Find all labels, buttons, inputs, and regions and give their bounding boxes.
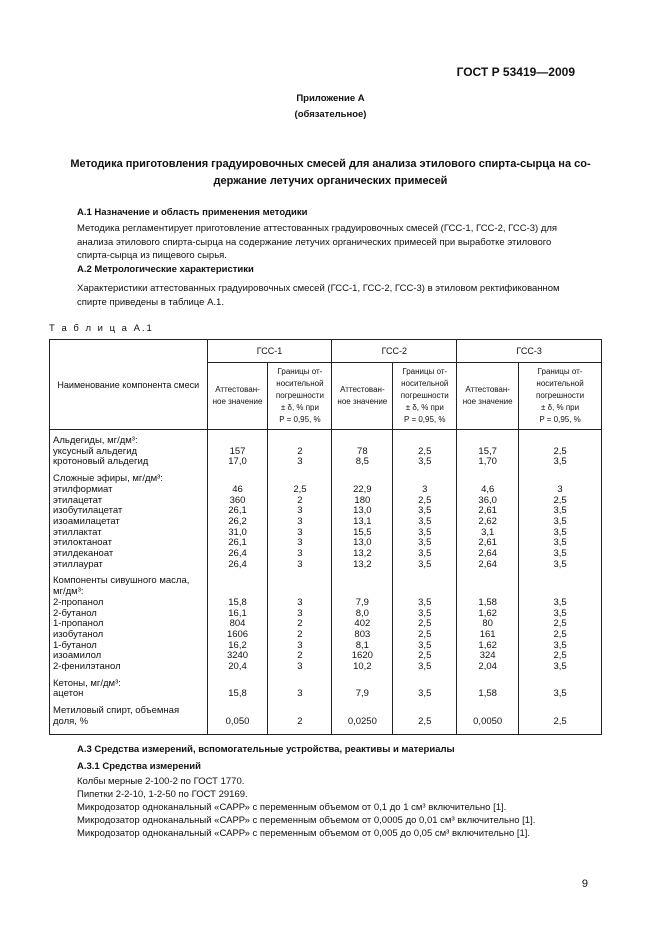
table-row xyxy=(50,609,602,620)
appendix-subtitle: (обязательное) xyxy=(294,109,367,120)
value-cell: 13,2 xyxy=(332,549,393,560)
value-cell: 2,61 xyxy=(457,506,519,517)
table-section-label-row xyxy=(50,474,602,485)
section-label: Компоненты сивушного масла, xyxy=(50,576,208,587)
value-cell: 3,5 xyxy=(393,641,457,652)
value-cell: 10,2 xyxy=(332,662,393,673)
component-name: 2-пропанол xyxy=(50,598,208,609)
section-label: мг/дм³: xyxy=(50,587,208,598)
component-name: этилацетат xyxy=(50,496,208,507)
section-label: Кетоны, мг/дм³: xyxy=(50,679,208,690)
value-cell: 3 xyxy=(268,560,332,571)
table-caption: Т а б л и ц а А.1 xyxy=(49,323,154,334)
column-group-gss1: ГСС-1 xyxy=(207,340,332,363)
value-cell: 3,5 xyxy=(393,689,457,700)
value-cell: 3,5 xyxy=(519,560,602,571)
value-cell: 1606 xyxy=(207,630,268,641)
value-cell: 3 xyxy=(268,528,332,539)
a1-line-2: анализа этилового спирта-сырца на содержание летучих органических примесей при выработке этилового xyxy=(77,236,552,248)
value-cell: 3,5 xyxy=(393,457,457,468)
table-row xyxy=(50,651,602,662)
table-row xyxy=(50,528,602,539)
value-cell: 26,4 xyxy=(207,560,268,571)
value-cell: 3,5 xyxy=(519,506,602,517)
component-name: 2-фенилэтанол xyxy=(50,662,208,673)
value-cell: 324 xyxy=(457,651,519,662)
value-cell: 3,5 xyxy=(519,598,602,609)
value-cell: 360 xyxy=(207,496,268,507)
component-name: кротоновый альдегид xyxy=(50,457,208,468)
component-name: этилдеканоат xyxy=(50,549,208,560)
a2-line-2: спирте приведены в таблице А.1. xyxy=(77,296,224,308)
value-cell: 2,5 xyxy=(519,717,602,728)
value-cell: 3240 xyxy=(207,651,268,662)
value-cell: 3 xyxy=(268,598,332,609)
value-cell: 2,5 xyxy=(393,619,457,630)
value-cell: 3 xyxy=(268,517,332,528)
value-cell: 2,62 xyxy=(457,517,519,528)
value-cell: 402 xyxy=(332,619,393,630)
value-cell: 2,5 xyxy=(393,717,457,728)
document-title xyxy=(60,156,601,190)
a3-line-2: Пипетки 2-2-10, 1-2-50 по ГОСТ 29169. xyxy=(77,789,248,800)
value-cell: 3,5 xyxy=(519,517,602,528)
value-cell: 22,9 xyxy=(332,485,393,496)
table-section-label-row xyxy=(50,679,602,690)
table-row xyxy=(50,630,602,641)
table-row xyxy=(50,619,602,630)
value-cell: 0,050 xyxy=(207,717,268,728)
value-cell: 26,2 xyxy=(207,517,268,528)
value-cell: 4,6 xyxy=(457,485,519,496)
standard-number: ГОСТ Р 53419—2009 xyxy=(456,65,575,79)
value-cell: 2,5 xyxy=(393,447,457,458)
value-cell: 2,5 xyxy=(519,447,602,458)
value-cell: 2,5 xyxy=(519,651,602,662)
a1-line-1: Методика регламентирует приготовление аттестованных градуировочных смесей (ГСС-1, ГСС-2, ГСС-3) для xyxy=(77,223,558,234)
component-name: 2-бутанол xyxy=(50,609,208,620)
value-cell: 13,2 xyxy=(332,560,393,571)
value-cell: 1,70 xyxy=(457,457,519,468)
component-name: ацетон xyxy=(50,689,208,700)
value-cell: 3,5 xyxy=(393,549,457,560)
value-cell: 15,7 xyxy=(457,447,519,458)
value-cell: 1,62 xyxy=(457,609,519,620)
value-cell: 7,9 xyxy=(332,689,393,700)
table-row xyxy=(50,641,602,652)
a3-line-4: Микродозатор одноканальный «САРР» с переменным объемом от 0,0005 до 0,01 см³ включительно [1]. xyxy=(77,815,536,826)
section-label: Альдегиды, мг/дм³: xyxy=(50,436,208,447)
title-line-2: держание летучих органических примесей xyxy=(213,175,448,187)
value-cell: 0,0050 xyxy=(457,717,519,728)
component-name: этиллаурат xyxy=(50,560,208,571)
value-cell: 3 xyxy=(268,641,332,652)
value-cell: 3,5 xyxy=(519,641,602,652)
value-cell: 157 xyxy=(207,447,268,458)
component-name: 1-бутанол xyxy=(50,641,208,652)
value-cell: 46 xyxy=(207,485,268,496)
a1-line-3: спирта-сырца из пищевого сырья. xyxy=(77,250,227,261)
value-cell: 26,4 xyxy=(207,549,268,560)
value-cell: 2,04 xyxy=(457,662,519,673)
value-cell: 13,0 xyxy=(332,506,393,517)
value-cell: 26,1 xyxy=(207,538,268,549)
value-cell: 2,5 xyxy=(519,630,602,641)
value-cell: 78 xyxy=(332,447,393,458)
appendix-title: Приложение А xyxy=(296,93,365,104)
value-cell: 2 xyxy=(268,630,332,641)
table-section-label-row xyxy=(50,576,602,587)
table-row xyxy=(50,517,602,528)
table-row xyxy=(50,506,602,517)
value-cell: 8,0 xyxy=(332,609,393,620)
value-cell: 31,0 xyxy=(207,528,268,539)
value-cell: 26,1 xyxy=(207,506,268,517)
a3-line-1: Колбы мерные 2-100-2 по ГОСТ 1770. xyxy=(77,776,245,787)
table-a1 xyxy=(49,339,602,735)
value-cell: 2,64 xyxy=(457,549,519,560)
value-cell: 2,5 xyxy=(393,651,457,662)
value-cell: 3 xyxy=(393,485,457,496)
table-row xyxy=(50,717,602,728)
value-cell: 8,1 xyxy=(332,641,393,652)
value-cell: 3,5 xyxy=(393,662,457,673)
value-cell: 2,64 xyxy=(457,560,519,571)
value-cell: 0,0250 xyxy=(332,717,393,728)
value-cell: 2,5 xyxy=(519,496,602,507)
table-row xyxy=(50,485,602,496)
section-a1-text xyxy=(77,222,603,263)
section-a3-heading: А.3 Средства измерений, вспомогательные устройства, реактивы и материалы xyxy=(77,744,455,755)
value-cell: 3,5 xyxy=(519,609,602,620)
component-name: уксусный альдегид xyxy=(50,447,208,458)
a2-line-1: Характеристики аттестованных градуировочных смесей (ГСС-1, ГСС-2, ГСС-3) в этиловом ректификованном xyxy=(77,283,560,294)
column-header-attested-value: Аттестован- ное значение xyxy=(207,363,268,430)
value-cell: 20,4 xyxy=(207,662,268,673)
value-cell: 3 xyxy=(519,485,602,496)
value-cell: 3,5 xyxy=(393,560,457,571)
section-label: Метиловый спирт, объемная xyxy=(50,706,208,717)
column-header-attested-value: Аттестован- ное значение xyxy=(332,363,393,430)
value-cell: 2,61 xyxy=(457,538,519,549)
section-label: Сложные эфиры, мг/дм³: xyxy=(50,474,208,485)
value-cell: 3,5 xyxy=(393,506,457,517)
table-row xyxy=(50,496,602,507)
column-header-name: Наименование компонента смеси xyxy=(50,340,208,430)
component-name: доля, % xyxy=(50,717,208,728)
column-group-gss3: ГСС-3 xyxy=(457,340,602,363)
table-row xyxy=(50,598,602,609)
section-a2-text xyxy=(77,282,603,309)
value-cell: 16,1 xyxy=(207,609,268,620)
column-header-attested-value: Аттестован- ное значение xyxy=(457,363,519,430)
value-cell: 3 xyxy=(268,506,332,517)
value-cell: 1,62 xyxy=(457,641,519,652)
table-row xyxy=(50,560,602,571)
section-a1-heading: А.1 Назначение и область применения методики xyxy=(77,207,308,218)
value-cell: 3,5 xyxy=(519,549,602,560)
value-cell: 803 xyxy=(332,630,393,641)
component-name: изобутилацетат xyxy=(50,506,208,517)
value-cell: 17,0 xyxy=(207,457,268,468)
value-cell: 1,58 xyxy=(457,598,519,609)
value-cell: 3,5 xyxy=(519,528,602,539)
value-cell: 804 xyxy=(207,619,268,630)
value-cell: 36,0 xyxy=(457,496,519,507)
value-cell: 80 xyxy=(457,619,519,630)
table-row xyxy=(50,457,602,468)
value-cell: 13,0 xyxy=(332,538,393,549)
value-cell: 3 xyxy=(268,538,332,549)
value-cell: 1,58 xyxy=(457,689,519,700)
table-row xyxy=(50,662,602,673)
value-cell: 3,1 xyxy=(457,528,519,539)
column-header-error-limits: Границы от- носительной погрешности ± δ, % при P = 0,95, % xyxy=(268,363,332,430)
column-header-error-limits: Границы от- носительной погрешности ± δ, % при P = 0,95, % xyxy=(393,363,457,430)
component-name: изоамилол xyxy=(50,651,208,662)
value-cell: 2 xyxy=(268,619,332,630)
component-name: этилформиат xyxy=(50,485,208,496)
value-cell: 16,2 xyxy=(207,641,268,652)
value-cell: 2,5 xyxy=(519,619,602,630)
value-cell: 3,5 xyxy=(519,538,602,549)
value-cell: 161 xyxy=(457,630,519,641)
value-cell: 1620 xyxy=(332,651,393,662)
value-cell: 2 xyxy=(268,496,332,507)
value-cell: 3 xyxy=(268,457,332,468)
column-group-gss2: ГСС-2 xyxy=(332,340,457,363)
table-section-label-row xyxy=(50,706,602,717)
value-cell: 180 xyxy=(332,496,393,507)
table-section-label-row xyxy=(50,587,602,598)
page-number: 9 xyxy=(581,878,588,890)
value-cell: 3,5 xyxy=(393,528,457,539)
value-cell: 3 xyxy=(268,662,332,673)
value-cell: 2,5 xyxy=(393,496,457,507)
value-cell: 13,1 xyxy=(332,517,393,528)
value-cell: 3,5 xyxy=(519,457,602,468)
value-cell: 8,5 xyxy=(332,457,393,468)
value-cell: 3,5 xyxy=(519,662,602,673)
section-a2-heading: А.2 Метрологические характеристики xyxy=(77,264,254,275)
component-name: 1-пропанол xyxy=(50,619,208,630)
value-cell: 15,8 xyxy=(207,689,268,700)
value-cell: 3,5 xyxy=(519,689,602,700)
table-row xyxy=(50,549,602,560)
table-row xyxy=(50,689,602,700)
component-name: этилоктаноат xyxy=(50,538,208,549)
title-line-1: Методика приготовления градуировочных смесей для анализа этилового спирта-сырца на со- xyxy=(70,158,591,170)
value-cell: 15,8 xyxy=(207,598,268,609)
value-cell: 3,5 xyxy=(393,598,457,609)
component-name: этиллактат xyxy=(50,528,208,539)
table-row xyxy=(50,538,602,549)
value-cell: 7,9 xyxy=(332,598,393,609)
component-name: изоамилацетат xyxy=(50,517,208,528)
value-cell: 3,5 xyxy=(393,609,457,620)
value-cell: 3 xyxy=(268,609,332,620)
value-cell: 3 xyxy=(268,549,332,560)
value-cell: 2 xyxy=(268,447,332,458)
value-cell: 3,5 xyxy=(393,517,457,528)
section-a31-heading: А.3.1 Средства измерений xyxy=(77,761,201,772)
value-cell: 2 xyxy=(268,717,332,728)
column-header-error-limits: Границы от- носительной погрешности ± δ, % при P = 0,95, % xyxy=(519,363,602,430)
value-cell: 15,5 xyxy=(332,528,393,539)
a3-line-3: Микродозатор одноканальный «САРР» с переменным объемом от 0,1 до 1 см³ включительно [1]. xyxy=(77,802,507,813)
value-cell: 3 xyxy=(268,689,332,700)
value-cell: 2,5 xyxy=(393,630,457,641)
value-cell: 2 xyxy=(268,651,332,662)
component-name: изобутанол xyxy=(50,630,208,641)
a3-line-5: Микродозатор одноканальный «САРР» с переменным объемом от 0,005 до 0,05 см³ включительно [1]. xyxy=(77,828,531,839)
value-cell: 2,5 xyxy=(268,485,332,496)
value-cell: 3,5 xyxy=(393,538,457,549)
